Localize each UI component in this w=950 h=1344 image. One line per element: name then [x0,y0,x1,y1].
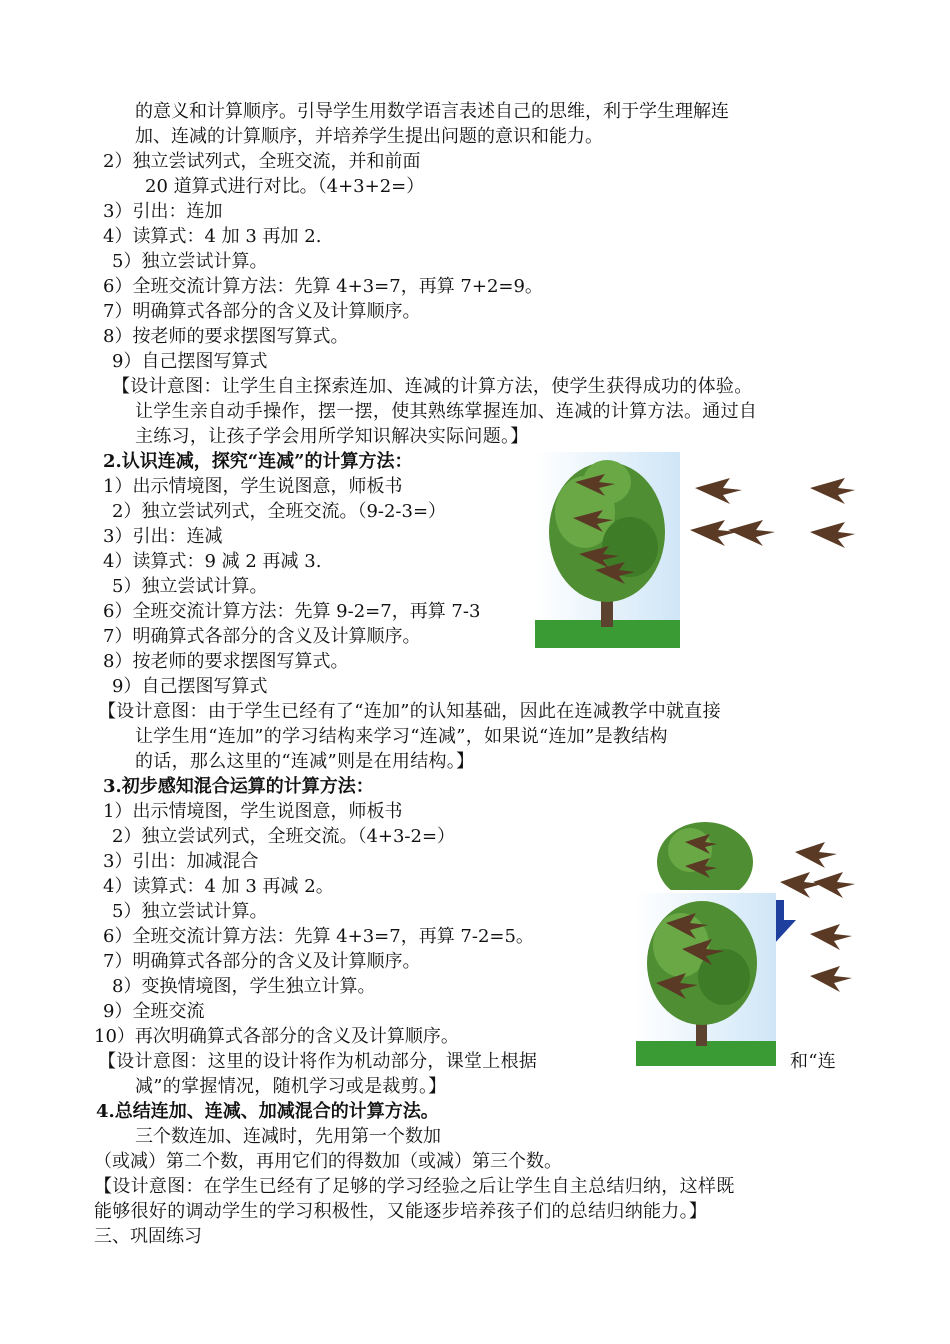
text-line: 三个数连加、连减时，先用第一个数加 [135,1126,441,1147]
text-line: 3）引出：连加 [103,201,223,222]
text-line: 7）明确算式各部分的含义及计算顺序。 [103,626,421,647]
text-line: 5）独立尝试计算。 [112,901,268,922]
text-line: 1）出示情境图，学生说图意，师板书 [103,801,403,822]
design-intent-line: 的话，那么这里的“连减”则是在用结构。】 [135,751,475,772]
text-line: 2）独立尝试列式，全班交流。（4+3-2=） [112,826,456,847]
design-intent-line: 主练习，让孩子学会用所学知识解决实际问题。】 [135,426,529,447]
text-line: 5）独立尝试计算。 [112,251,268,272]
swallow-bird-icon [775,838,855,908]
section-heading: 3.初步感知混合运算的计算方法： [103,776,374,797]
text-line: 5）独立尝试计算。 [112,576,268,597]
text-line: 3）引出：加减混合 [103,851,259,872]
text-line: 1）出示情境图，学生说图意，师板书 [103,476,403,497]
text-line: 6）全班交流计算方法：先算 9-2=7，再算 7-3 [103,601,481,622]
text-line: 4）读算式：4 加 3 再减 2。 [103,876,334,897]
text-line: 6）全班交流计算方法：先算 4+3=7，再算 7-2=5。 [103,926,534,947]
design-intent-line: 让学生用“连加”的学习结构来学习“连减”，如果说“连加”是教结构 [135,726,668,747]
text-line: 10）再次明确算式各部分的含义及计算顺序。 [94,1026,459,1047]
text-line: 7）明确算式各部分的含义及计算顺序。 [103,301,421,322]
design-intent-line: 【设计意图：由于学生已经有了“连加”的认知基础，因此在连减教学中就直接 [98,701,721,722]
design-intent-line: 和“连 [790,1051,837,1072]
section-heading: 4.总结连加、连减、加减混合的计算方法。 [96,1101,439,1122]
text-line: 8）变换情境图，学生独立计算。 [112,976,376,997]
text-line: 4）读算式：9 减 2 再减 3. [103,551,322,572]
design-intent-line: 【设计意图：在学生已经有了足够的学习经验之后让学生自主总结归纳，这样既 [94,1176,735,1197]
swallow-bird-icon [565,470,640,590]
design-intent-line: 能够很好的调动学生的学习积极性，又能逐步培养孩子们的总结归纳能力。】 [94,1201,708,1222]
text-line: 9）自己摆图写算式 [112,676,268,697]
text-line: 加、连减的计算顺序，并培养学生提出问题的意识和能力。 [135,126,603,147]
text-line: 6）全班交流计算方法：先算 4+3=7，再算 7+2=9。 [103,276,543,297]
design-intent-line: 让学生亲自动手操作，摆一摆，使其熟练掌握连加、连减的计算方法。通过自 [135,401,758,422]
text-line: 20 道算式进行对比。（4+3+2=） [145,176,425,197]
text-line: 4）读算式：4 加 3 再加 2. [103,226,322,247]
swallow-bird-icon [690,472,855,562]
text-line: 8）按老师的要求摆图写算式。 [103,651,349,672]
section-heading: 三、巩固练习 [94,1226,202,1247]
text-line: 3）引出：连减 [103,526,223,547]
text-line: 的意义和计算顺序。引导学生用数学语言表述自己的思维，利于学生理解连 [135,101,729,122]
text-line: 9）自己摆图写算式 [112,351,268,372]
text-line: 7）明确算式各部分的含义及计算顺序。 [103,951,421,972]
design-intent-line: 【设计意图：这里的设计将作为机动部分，课堂上根据 [98,1051,538,1072]
design-intent-line: 减”的掌握情况，随机学习或是裁剪。】 [135,1076,447,1097]
tree-illustration [636,893,776,1066]
text-line: 2）独立尝试列式，全班交流，并和前面 [103,151,421,172]
swallow-bird-icon [805,920,855,1000]
design-intent-line: 【设计意图：让学生自主探索连加、连减的计算方法，使学生获得成功的体验。 [112,376,753,397]
text-line: （或减）第二个数，再用它们的得数加（或减）第三个数。 [94,1151,562,1172]
text-line: 2）独立尝试列式，全班交流。（9-2-3=） [112,501,447,522]
text-line: 8）按老师的要求摆图写算式。 [103,326,349,347]
text-line: 9）全班交流 [103,1001,205,1022]
section-heading: 2.认识连减，探究“连减”的计算方法： [103,451,413,472]
tree-illustration [655,822,770,890]
